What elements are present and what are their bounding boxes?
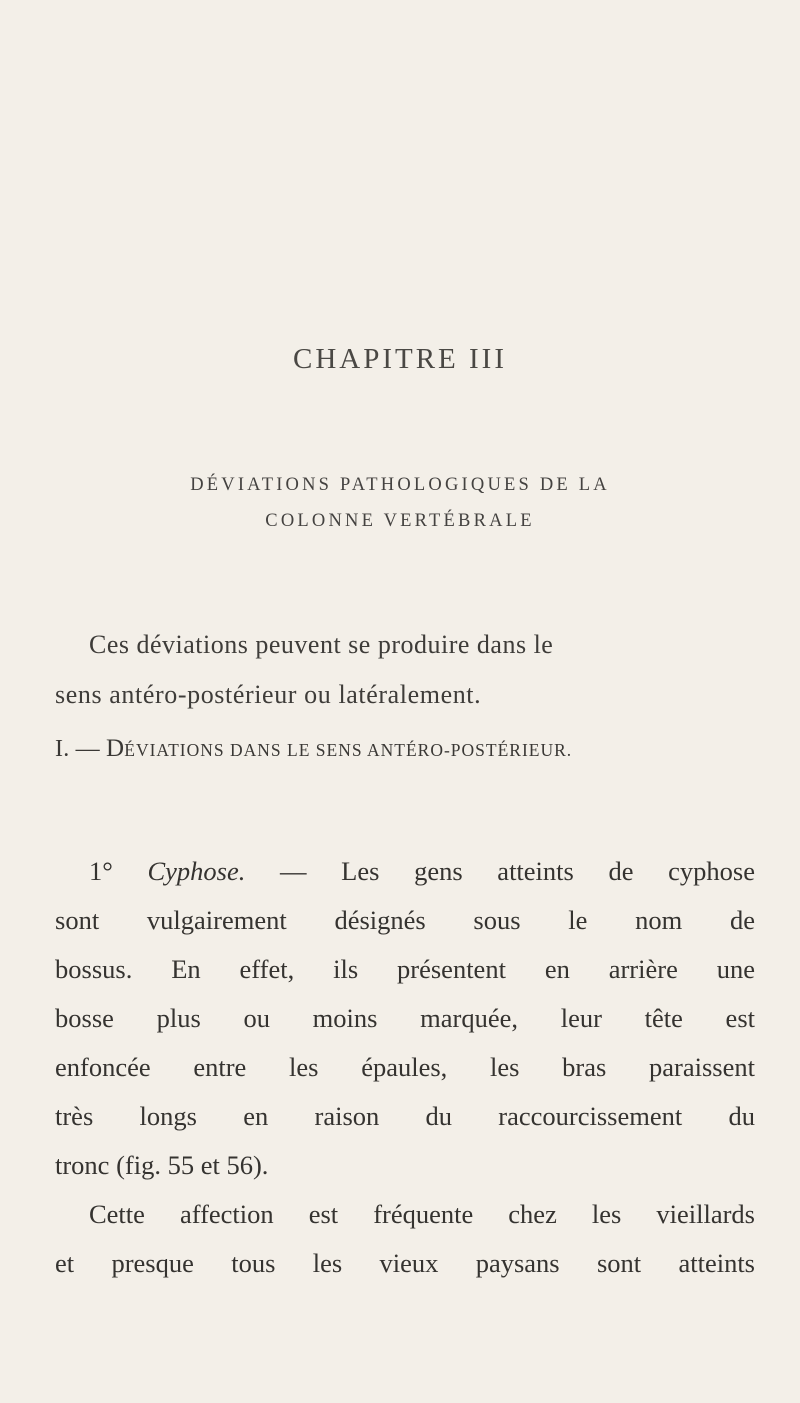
item-title: Cyphose. — [147, 856, 246, 886]
intro-line-1: Ces déviations peuvent se produire dans le — [89, 630, 554, 659]
body-line-7: tronc (fig. 55 et 56). — [55, 1150, 269, 1180]
section-number: I. — — [55, 736, 106, 762]
body-line-5: enfoncée entre les épaules, les bras paraissent — [55, 1052, 755, 1082]
chapter-subtitle-line-1: DÉVIATIONS PATHOLOGIQUES DE LA — [190, 475, 610, 495]
body-line-6: très longs en raison du raccourcissement du — [55, 1101, 755, 1131]
body-paragraph — [55, 847, 755, 1288]
body-line-2: sont vulgairement désignés sous le nom de — [55, 905, 755, 935]
chapter-title: CHAPITRE III — [292, 343, 507, 375]
body-line-8: Cette affection est fréquente chez les vieillards — [89, 1199, 755, 1229]
intro-line-2: sens antéro-postérieur ou latéralement. — [55, 680, 482, 709]
section-heading-initial: D — [106, 735, 125, 762]
section-heading — [55, 735, 755, 763]
body-line-1-text: — Les gens atteints de cyphose — [245, 856, 755, 886]
body-line-3: bossus. En effet, ils présentent en arrière une — [55, 954, 755, 984]
section-heading-text: ÉVIATIONS DANS LE SENS ANTÉRO-POSTÉRIEUR. — [124, 740, 573, 760]
body-line-9: et presque tous les vieux paysans sont atteints — [55, 1248, 755, 1278]
chapter-subtitle — [0, 467, 800, 539]
chapter-subtitle-line-2: COLONNE VERTÉBRALE — [265, 511, 535, 531]
body-line-1 — [55, 847, 755, 896]
body-line-4: bosse plus ou moins marquée, leur tête est — [55, 1003, 755, 1033]
item-number: 1° — [89, 856, 148, 886]
intro-paragraph — [55, 620, 745, 720]
